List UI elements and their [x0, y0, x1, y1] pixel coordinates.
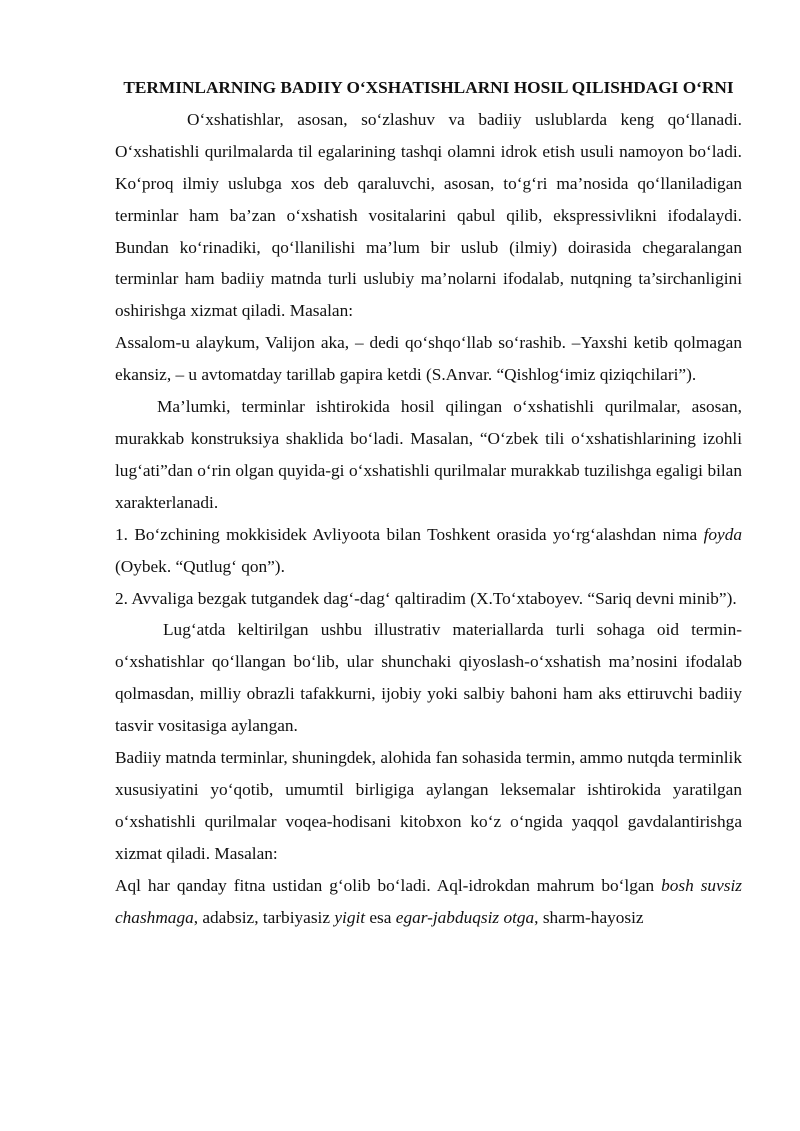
final-text-g: , sharm-hayosiz — [534, 907, 644, 927]
final-italic-f: egar-jabduqsiz otga — [395, 907, 535, 927]
paragraph-dictionary: Lug‘atda keltirilgan ushbu illustrativ materiallarda turli sohaga oid termin-o‘xshatishlar qo‘llangan bo‘lib, ular shunchaki qiyoslash-o‘xshatish ma’nosini ifodalab qolmasdan, milliy obrazli tafakkurni, ijobiy yoki salbiy bahoni ham aks ettiruvchi badiiy tasvir vositasiga aylangan. — [115, 620, 742, 736]
document-title: TERMINLARNING BADIIY O‘XSHATISHLARNI HOSIL QILISHDAGI O‘RNI — [123, 78, 734, 97]
final-text-e: esa — [365, 907, 396, 927]
paragraph-intro: O‘xshatishlar, asosan, so‘zlashuv va badiiy uslublarda keng qo‘llanadi. O‘xshatishli qurilmalarda til egalarining tashqi olamni idrok etish usuli namoyon bo‘ladi. Ko‘proq ilmiy uslubga xos deb qaraluvchi, asosan, to‘g‘ri ma’nosida qo‘llaniladigan terminlar ham ba’zan o‘xshatish vositalarini qabul qilib, ekspressivlikni ifodalaydi. Bundan ko‘rinadiki, qo‘llanilishi ma’lum bir uslub (ilmiy) doirasida chegaralangan terminlar ham badiiy matnda turli uslubiy ma’nolarni ifodalab, nutqning ta’sirchanligini oshirishga xizmat qiladi. Masalan: — [115, 109, 742, 321]
final-text-a: Aql har qanday fitna ustidan g‘olib bo‘ladi. Aql-idrokdan mahrum bo‘lgan — [115, 875, 662, 895]
document-page — [115, 72, 742, 933]
final-text-c: , adabsiz, tarbiyasiz — [193, 907, 335, 927]
final-italic-b: bosh suvsiz chashmaga — [115, 875, 742, 927]
paragraph-example-quote: Assalom-u alaykum, Valijon aka, – dedi qo‘shqo‘llab so‘rashib. –Yaxshi ketib qolmagan ekansiz, – u avtomatday tarillab gapira ketdi (S.Anvar. “Qishlog‘imiz qiziqchilari”). — [115, 333, 742, 385]
paragraph-terms: Badiiy matnda terminlar, shuningdek, alohida fan sohasida termin, ammo nutqda terminlik xususiyatini yo‘qotib, umumtil birligiga aylangan leksemalar ishtirokida yaratilgan o‘xshatishli qurilmalar voqea-hodisani kitobxon ko‘z o‘ngida yaqqol gavdalantirishga xizmat qiladi. Masalan: — [115, 748, 742, 863]
paragraph-final — [115, 870, 742, 934]
example-item-1 — [115, 519, 742, 583]
example-1-text: 1. Bo‘zchining mokkisidek Avliyoota bilan Toshkent orasida yo‘rg‘alashdan nima — [115, 524, 704, 544]
final-italic-d: yigit — [334, 907, 366, 927]
example-item-2: 2. Avvaliga bezgak tutgandek dag‘-dag‘ qaltiradim (X.To‘xtaboyev. “Sariq devni minib”). — [115, 588, 737, 608]
paragraph-construction: Ma’lumki, terminlar ishtirokida hosil qilingan o‘xshatishli qurilmalar, asosan, murakkab konstruksiya shaklida bo‘ladi. Masalan, “O‘zbek tili o‘xshatishlarining izohli lug‘ati”dan o‘rin olgan quyida-gi o‘xshatishli qurilmalar murakkab tuzilishga egaligi bilan xarakterlanadi. — [115, 397, 742, 512]
example-1-source: (Oybek. “Qutlug‘ qon”). — [115, 556, 285, 576]
example-1-italic: foyda — [703, 524, 742, 544]
